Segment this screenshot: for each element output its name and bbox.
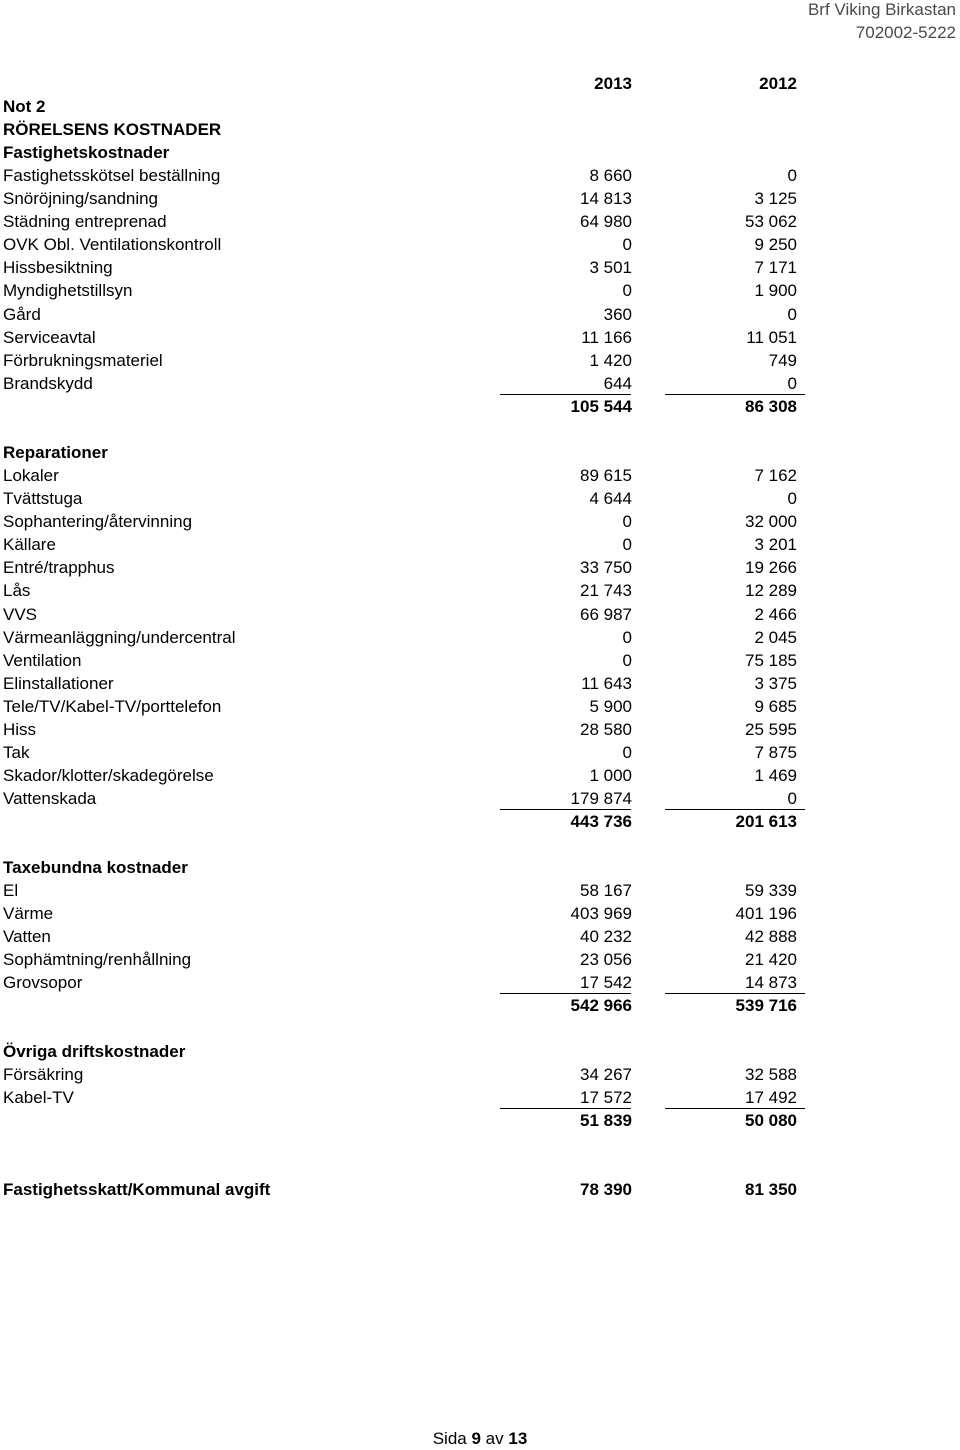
value-2012: 3 201	[754, 535, 797, 554]
value-2012: 2 045	[754, 628, 797, 647]
row-label: Taxebundna kostnader	[3, 858, 188, 877]
table-row	[3, 902, 803, 925]
table-row	[3, 464, 803, 487]
value-2012: 11 051	[746, 328, 797, 347]
value-2012: 50 080	[745, 1111, 797, 1130]
value-2013: 4 644	[589, 489, 632, 508]
row-label: Brandskydd	[3, 374, 93, 393]
row-label: Entré/trapphus	[3, 558, 115, 577]
row-label: Övriga driftskostnader	[3, 1042, 186, 1061]
value-2012: 32 588	[745, 1065, 797, 1084]
value-2012: 25 595	[745, 720, 797, 739]
value-2012: 7 162	[754, 466, 797, 485]
value-2013: 34 267	[580, 1065, 632, 1084]
table-row	[3, 925, 803, 948]
table-row	[3, 326, 803, 349]
row-label: Snöröjning/sandning	[3, 189, 159, 208]
table-row	[3, 948, 803, 971]
value-2012: 42 888	[745, 927, 797, 946]
value-2013: 3 501	[589, 258, 632, 277]
value-2012: 53 062	[745, 212, 797, 231]
section-reparationer-title	[3, 441, 803, 464]
value-2012: 7 875	[754, 743, 797, 762]
value-2013: 0	[622, 235, 632, 254]
row-label: Myndighetstillsyn	[3, 281, 133, 300]
note-title	[3, 118, 803, 141]
value-2012: 3 375	[754, 674, 797, 693]
section-reparationer-total	[3, 810, 803, 833]
row-label: Not 2	[3, 97, 46, 116]
value-2012: 2 466	[754, 605, 797, 624]
page-total: 13	[508, 1429, 528, 1448]
section-ovriga-total	[3, 1109, 803, 1132]
table-row	[3, 626, 803, 649]
value-2012: 19 266	[745, 558, 797, 577]
value-2012: 0	[787, 789, 797, 808]
section-fastighetskostnader-title	[3, 141, 803, 164]
row-label: Lokaler	[3, 466, 59, 485]
value-2012: 3 125	[754, 189, 797, 208]
value-2012: 0	[787, 489, 797, 508]
table-row	[3, 303, 803, 326]
value-2012: 75 185	[745, 651, 797, 670]
table-row	[3, 579, 803, 602]
row-label: Hissbesiktning	[3, 258, 113, 277]
value-2013: 28 580	[580, 720, 632, 739]
value-2012: 539 716	[735, 996, 797, 1015]
value-2013: 78 390	[580, 1180, 632, 1199]
value-2013: 89 615	[580, 466, 632, 485]
value-2013: 17 572	[580, 1088, 632, 1107]
row-label: Städning entreprenad	[3, 212, 167, 231]
value-2013: 8 660	[589, 166, 632, 185]
value-2012: 401 196	[735, 904, 797, 923]
value-2012: 1 900	[754, 281, 797, 300]
value-2012: 201 613	[735, 812, 797, 831]
value-2013: 66 987	[580, 605, 632, 624]
value-2012: 749	[768, 351, 797, 370]
value-2013: 403 969	[570, 904, 632, 923]
value-2013: 23 056	[580, 950, 632, 969]
table-row	[3, 372, 803, 395]
row-label: Fastighetsskatt/Kommunal avgift	[3, 1180, 271, 1199]
value-2013: 0	[622, 628, 632, 647]
table-row	[3, 603, 803, 626]
row-label: Försäkring	[3, 1065, 84, 1084]
row-label: Lås	[3, 581, 31, 600]
table-row	[3, 164, 803, 187]
value-2013: 5 900	[589, 697, 632, 716]
row-label: Vatten	[3, 927, 51, 946]
table-row	[3, 279, 803, 302]
table-row	[3, 672, 803, 695]
column-header-years	[3, 72, 803, 95]
row-label: Reparationer	[3, 443, 108, 462]
fastighetsskatt-row	[3, 1178, 803, 1201]
row-label: Tele/TV/Kabel-TV/porttelefon	[3, 697, 222, 716]
value-2013: 51 839	[580, 1111, 632, 1130]
section-taxebundna-title	[3, 856, 803, 879]
row-label: Kabel-TV	[3, 1088, 74, 1107]
value-2013: 14 813	[580, 189, 632, 208]
value-2012: 81 350	[745, 1180, 797, 1199]
table-row	[3, 718, 803, 741]
row-label: Skador/klotter/skadegörelse	[3, 766, 214, 785]
row-label: Tvättstuga	[3, 489, 83, 508]
page-number: 9	[471, 1429, 481, 1448]
value-2013: 0	[622, 651, 632, 670]
row-label: OVK Obl. Ventilationskontroll	[3, 235, 222, 254]
section-fastighetskostnader-total	[3, 395, 803, 418]
table-row	[3, 649, 803, 672]
table-row	[3, 787, 803, 810]
table-row	[3, 187, 803, 210]
table-row	[3, 256, 803, 279]
table-row	[3, 971, 803, 994]
value-2013: 1 000	[589, 766, 632, 785]
value-2013: 33 750	[580, 558, 632, 577]
table-row	[3, 695, 803, 718]
table-row	[3, 1063, 803, 1086]
value-2012: 0	[787, 166, 797, 185]
row-label: Vattenskada	[3, 789, 97, 808]
value-2013: 40 232	[580, 927, 632, 946]
organization-name: Brf Viking Birkastan	[807, 0, 956, 19]
table-row	[3, 487, 803, 510]
value-2013: 360	[603, 305, 632, 324]
table-row	[3, 210, 803, 233]
table-row	[3, 764, 803, 787]
row-label: Värmeanläggning/undercentral	[3, 628, 236, 647]
table-row	[3, 349, 803, 372]
value-2012: 1 469	[754, 766, 797, 785]
table-row	[3, 741, 803, 764]
row-label: El	[3, 881, 19, 900]
page-footer	[0, 1428, 960, 1450]
value-2012: 0	[787, 374, 797, 393]
row-label: Ventilation	[3, 651, 82, 670]
section-taxebundna-total	[3, 994, 803, 1017]
value-2013: 21 743	[580, 581, 632, 600]
table-row	[3, 1086, 803, 1109]
table-row	[3, 233, 803, 256]
table-row	[3, 556, 803, 579]
page-sep: av	[485, 1429, 504, 1448]
value-2013: 64 980	[580, 212, 632, 231]
table-row	[3, 510, 803, 533]
value-2013: 0	[622, 743, 632, 762]
value-2012: 59 339	[745, 881, 797, 900]
value-2013: 0	[622, 281, 632, 300]
value-2012: 7 171	[754, 258, 797, 277]
note-number	[3, 95, 803, 118]
value-2013: 11 166	[581, 328, 632, 347]
value-2013: 17 542	[580, 973, 632, 992]
row-label: Hiss	[3, 720, 37, 739]
organization-number: 702002-5222	[855, 23, 956, 42]
value-2013: 644	[603, 374, 632, 393]
value-2013: 1 420	[589, 351, 632, 370]
row-label: Gård	[3, 305, 41, 324]
row-label: Förbrukningsmateriel	[3, 351, 163, 370]
value-2012: 14 873	[745, 973, 797, 992]
value-2012: 2012	[759, 74, 797, 93]
page-prefix: Sida	[432, 1429, 467, 1448]
row-label: Tak	[3, 743, 30, 762]
table-row	[3, 533, 803, 556]
value-2013: 0	[622, 512, 632, 531]
row-label: RÖRELSENS KOSTNADER	[3, 120, 222, 139]
row-label: Grovsopor	[3, 973, 83, 992]
value-2013: 105 544	[570, 397, 632, 416]
value-2013: 179 874	[570, 789, 632, 808]
value-2012: 9 250	[754, 235, 797, 254]
value-2013: 11 643	[581, 674, 632, 693]
value-2013: 2013	[594, 74, 632, 93]
row-label: Fastighetsskötsel beställning	[3, 166, 221, 185]
row-label: Elinstallationer	[3, 674, 114, 693]
section-ovriga-title	[3, 1040, 803, 1063]
row-label: Källare	[3, 535, 56, 554]
row-label: VVS	[3, 605, 38, 624]
value-2012: 17 492	[745, 1088, 797, 1107]
value-2012: 12 289	[745, 581, 797, 600]
row-label: Serviceavtal	[3, 328, 96, 347]
value-2012: 86 308	[745, 397, 797, 416]
value-2013: 58 167	[580, 881, 632, 900]
value-2013: 542 966	[570, 996, 632, 1015]
row-label: Sophämtning/renhållning	[3, 950, 192, 969]
value-2013: 0	[622, 535, 632, 554]
row-label: Sophantering/återvinning	[3, 512, 193, 531]
table-row	[3, 879, 803, 902]
value-2012: 9 685	[754, 697, 797, 716]
value-2012: 32 000	[745, 512, 797, 531]
value-2013: 443 736	[570, 812, 632, 831]
value-2012: 21 420	[745, 950, 797, 969]
value-2012: 0	[787, 305, 797, 324]
row-label: Fastighetskostnader	[3, 143, 170, 162]
row-label: Värme	[3, 904, 54, 923]
